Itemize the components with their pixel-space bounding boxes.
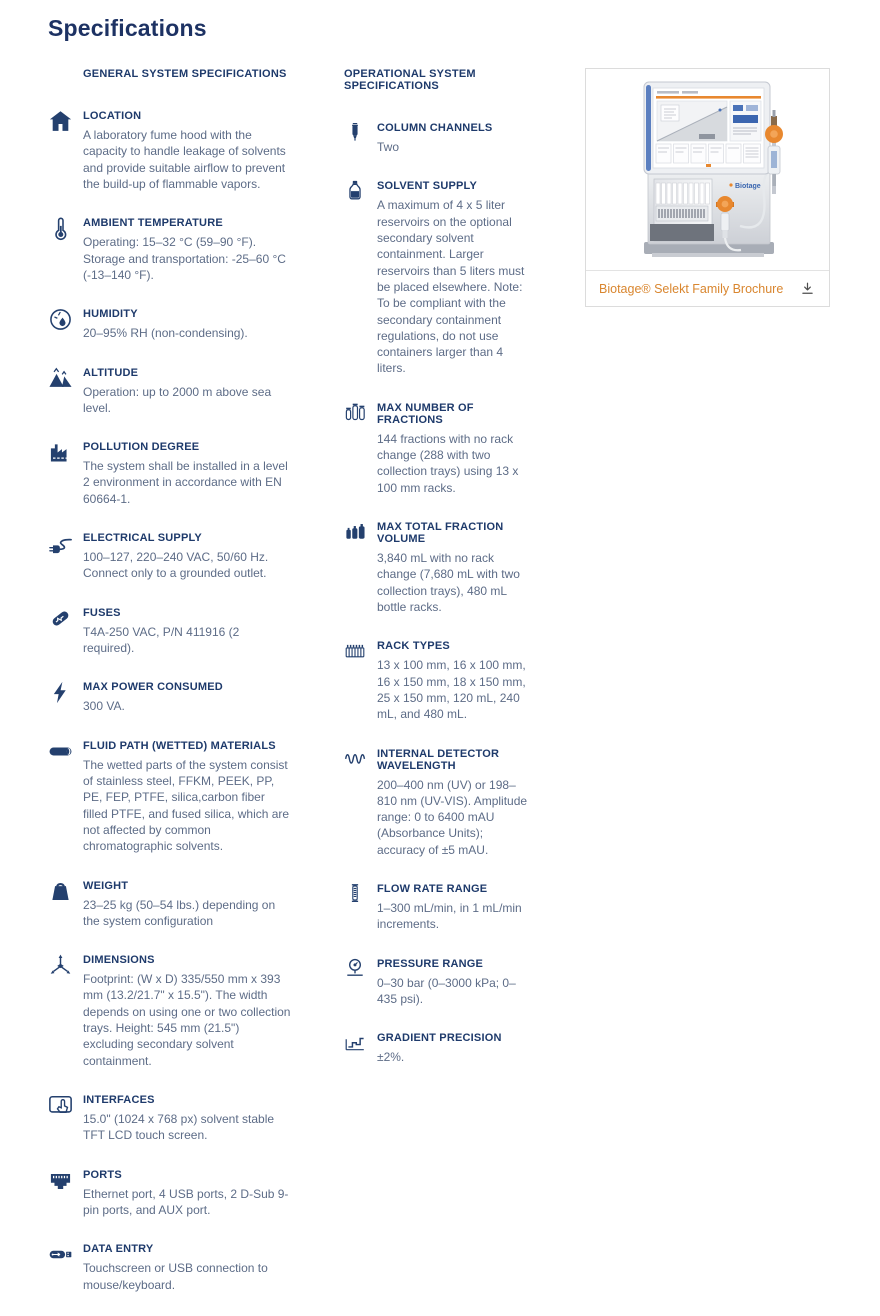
spec-list xyxy=(344,120,528,1066)
spec-title: HUMIDITY xyxy=(83,308,138,321)
spec-title: POLLUTION DEGREE xyxy=(83,441,200,454)
spec-title: ELECTRICAL SUPPLY xyxy=(83,532,202,545)
max-fractions-icon xyxy=(344,400,370,496)
spec-title: INTERNAL DETECTOR WAVELENGTH xyxy=(377,747,500,772)
spec-list xyxy=(48,108,292,1293)
spec-item xyxy=(48,365,292,417)
spec-title: INTERFACES xyxy=(83,1094,155,1106)
detector-wavelength-icon xyxy=(344,746,370,859)
spec-title: GRADIENT PRECISION xyxy=(377,1032,502,1045)
spec-item xyxy=(344,881,528,933)
spec-item xyxy=(344,178,528,376)
spec-text: A laboratory fume hood with the capacity to handle leakage of solvents and provide suitable airflow to prevent the build-up of flammable vapors. xyxy=(83,128,286,191)
download-icon[interactable] xyxy=(799,280,816,297)
spec-text: Operation: up to 2000 m above sea level. xyxy=(83,384,272,415)
spec-item xyxy=(344,120,528,155)
spec-title: DIMENSIONS xyxy=(83,954,155,967)
spec-title: MAX TOTAL FRACTION VOLUME xyxy=(377,521,504,545)
spec-item xyxy=(48,605,292,657)
fluid-path-icon xyxy=(48,738,75,855)
spec-text: 23–25 kg (50–54 lbs.) depending on the system configuration xyxy=(83,897,276,928)
spec-item xyxy=(48,1092,292,1144)
spec-text: 3,840 mL with no rack change (7,680 mL with two collection trays), 480 mL bottle racks. xyxy=(377,551,520,614)
rack-types-icon xyxy=(344,638,370,722)
spec-item xyxy=(48,439,292,507)
spec-text: T4A-250 VAC, P/N 411916 (2 required). xyxy=(83,624,240,655)
solvent-supply-icon xyxy=(344,178,370,376)
spec-item xyxy=(344,746,528,859)
spec-text: Ethernet port, 4 USB ports, 2 D-Sub 9-pin ports, and AUX port. xyxy=(83,1186,289,1217)
specs-content xyxy=(48,68,880,1316)
spec-text: 100–127, 220–240 VAC, 50/60 Hz. Connect only to a grounded outlet. xyxy=(83,550,269,581)
spec-item xyxy=(48,306,292,341)
spec-item xyxy=(344,638,528,722)
spec-item xyxy=(48,215,292,283)
pressure-range-icon xyxy=(344,956,370,1008)
spec-title: PORTS xyxy=(83,1168,122,1181)
general-specs-column xyxy=(48,68,292,1316)
brochure-link[interactable]: Biotage® Selekt Family Brochure xyxy=(599,281,784,296)
spec-title: WEIGHT xyxy=(83,879,129,892)
spec-text: Footprint: (W x D) 335/550 mm x 393 mm (13.2/21.7" x 15.5"). The width depends on using one or two collection trays. Height: 545 mm (21.5") excluding secondary solvent containment. xyxy=(83,972,291,1068)
spec-text: 20–95% RH (non-condensing). xyxy=(83,326,248,341)
spec-text: Touchscreen or USB connection to mouse/keyboard. xyxy=(83,1261,268,1292)
spec-title: PRESSURE RANGE xyxy=(377,957,484,970)
spec-title: DATA ENTRY xyxy=(83,1243,154,1256)
max-power-icon xyxy=(48,679,75,714)
spec-item xyxy=(48,530,292,582)
spec-title: RACK TYPES xyxy=(377,640,450,653)
spec-title: ALTITUDE xyxy=(83,366,139,379)
spec-text: 144 fractions with no rack change (288 with two collection trays) using 13 x 100 mm racks. xyxy=(377,431,519,495)
device-logo: Biotage xyxy=(734,182,761,190)
ambient-temperature-icon xyxy=(48,215,75,283)
spec-text: 1–300 mL/min, in 1 mL/min increments. xyxy=(377,901,522,932)
spec-item xyxy=(48,1167,292,1219)
spec-text: The system shall be installed in a level 2 environment in accordance with EN 60664-1. xyxy=(83,459,288,506)
spec-title: FUSES xyxy=(83,606,121,619)
spec-title: MAX NUMBER OF FRACTIONS xyxy=(377,401,474,426)
max-fraction-volume-icon xyxy=(344,519,370,615)
spec-item xyxy=(48,679,292,714)
column-header-general: GENERAL SYSTEM SPECIFICATIONS xyxy=(83,68,287,80)
spec-text: 15.0" (1024 x 768 px) solvent stable TFT LCD touch screen. xyxy=(83,1112,275,1143)
spec-item xyxy=(48,108,292,192)
spec-text: 0–30 bar (0–3000 kPa; 0–435 psi). xyxy=(377,975,516,1006)
spec-text: 200–400 nm (UV) or 198–810 nm (UV-VIS). Amplitude range: 0 to 6400 mAU (Absorbance Units); accuracy of ±5 mAU. xyxy=(377,777,528,857)
spec-item xyxy=(344,1030,528,1065)
operational-specs-column xyxy=(344,68,528,1089)
spec-text: Operating: 15–32 °C (59–90 °F). Storage and transportation: -25–60 °C (-13–140 °F). xyxy=(83,235,286,282)
flow-rate-icon xyxy=(344,881,370,933)
page-title: Specifications xyxy=(48,15,207,41)
spec-title: FLOW RATE RANGE xyxy=(377,883,488,896)
spec-item xyxy=(344,956,528,1008)
interfaces-icon xyxy=(48,1092,75,1144)
instrument-illustration xyxy=(620,76,796,264)
spec-text: 13 x 100 mm, 16 x 100 mm, 16 x 150 mm, 18 x 150 mm, 25 x 150 mm, 120 mL, 240 mL, and 480 mL. xyxy=(377,658,526,722)
spec-text: ±2%. xyxy=(377,1050,405,1065)
fuses-icon xyxy=(48,605,75,657)
ports-icon xyxy=(48,1167,75,1219)
data-entry-icon xyxy=(48,1241,75,1293)
spec-item xyxy=(48,738,292,855)
spec-title: FLUID PATH (WETTED) MATERIALS xyxy=(83,739,276,752)
dimensions-icon xyxy=(48,952,75,1069)
weight-icon xyxy=(48,878,75,930)
spec-text: The wetted parts of the system consist of stainless steel, FFKM, PEEK, PP, PE, FEP, PTFE, silica,carbon fiber filled PTFE, and fused silica, which are not affected by common chromatographic solvents. xyxy=(83,757,290,854)
spec-title: LOCATION xyxy=(83,110,142,122)
brochure-card xyxy=(585,68,830,307)
spec-text: 300 VA. xyxy=(83,699,125,714)
humidity-icon xyxy=(48,306,75,341)
column-header-operational: OPERATIONAL SYSTEM SPECIFICATIONS xyxy=(344,68,476,92)
spec-item xyxy=(48,952,292,1069)
spec-text: Two xyxy=(377,140,400,154)
product-image xyxy=(586,69,829,270)
spec-item xyxy=(344,519,528,615)
spec-title: AMBIENT TEMPERATURE xyxy=(83,217,223,230)
spec-item xyxy=(344,400,528,496)
spec-text: A maximum of 4 x 5 liter reservoirs on the optional secondary solvent containment. Larger reservoirs than 5 liters must be placed elsewhere. Note: To be compliant with the secondary containment regulations, do not use containers larger than 4 liters. xyxy=(377,198,525,376)
pollution-degree-icon xyxy=(48,439,75,507)
spec-title: SOLVENT SUPPLY xyxy=(377,180,477,193)
column-channels-icon xyxy=(344,120,370,155)
spec-title: COLUMN CHANNELS xyxy=(377,122,493,134)
spec-item xyxy=(48,878,292,930)
spec-title: MAX POWER CONSUMED xyxy=(83,681,223,694)
gradient-precision-icon xyxy=(344,1030,370,1065)
altitude-icon xyxy=(48,365,75,417)
electrical-supply-icon xyxy=(48,530,75,582)
location-icon xyxy=(48,108,75,192)
brochure-bar xyxy=(586,270,829,306)
spec-item xyxy=(48,1241,292,1293)
